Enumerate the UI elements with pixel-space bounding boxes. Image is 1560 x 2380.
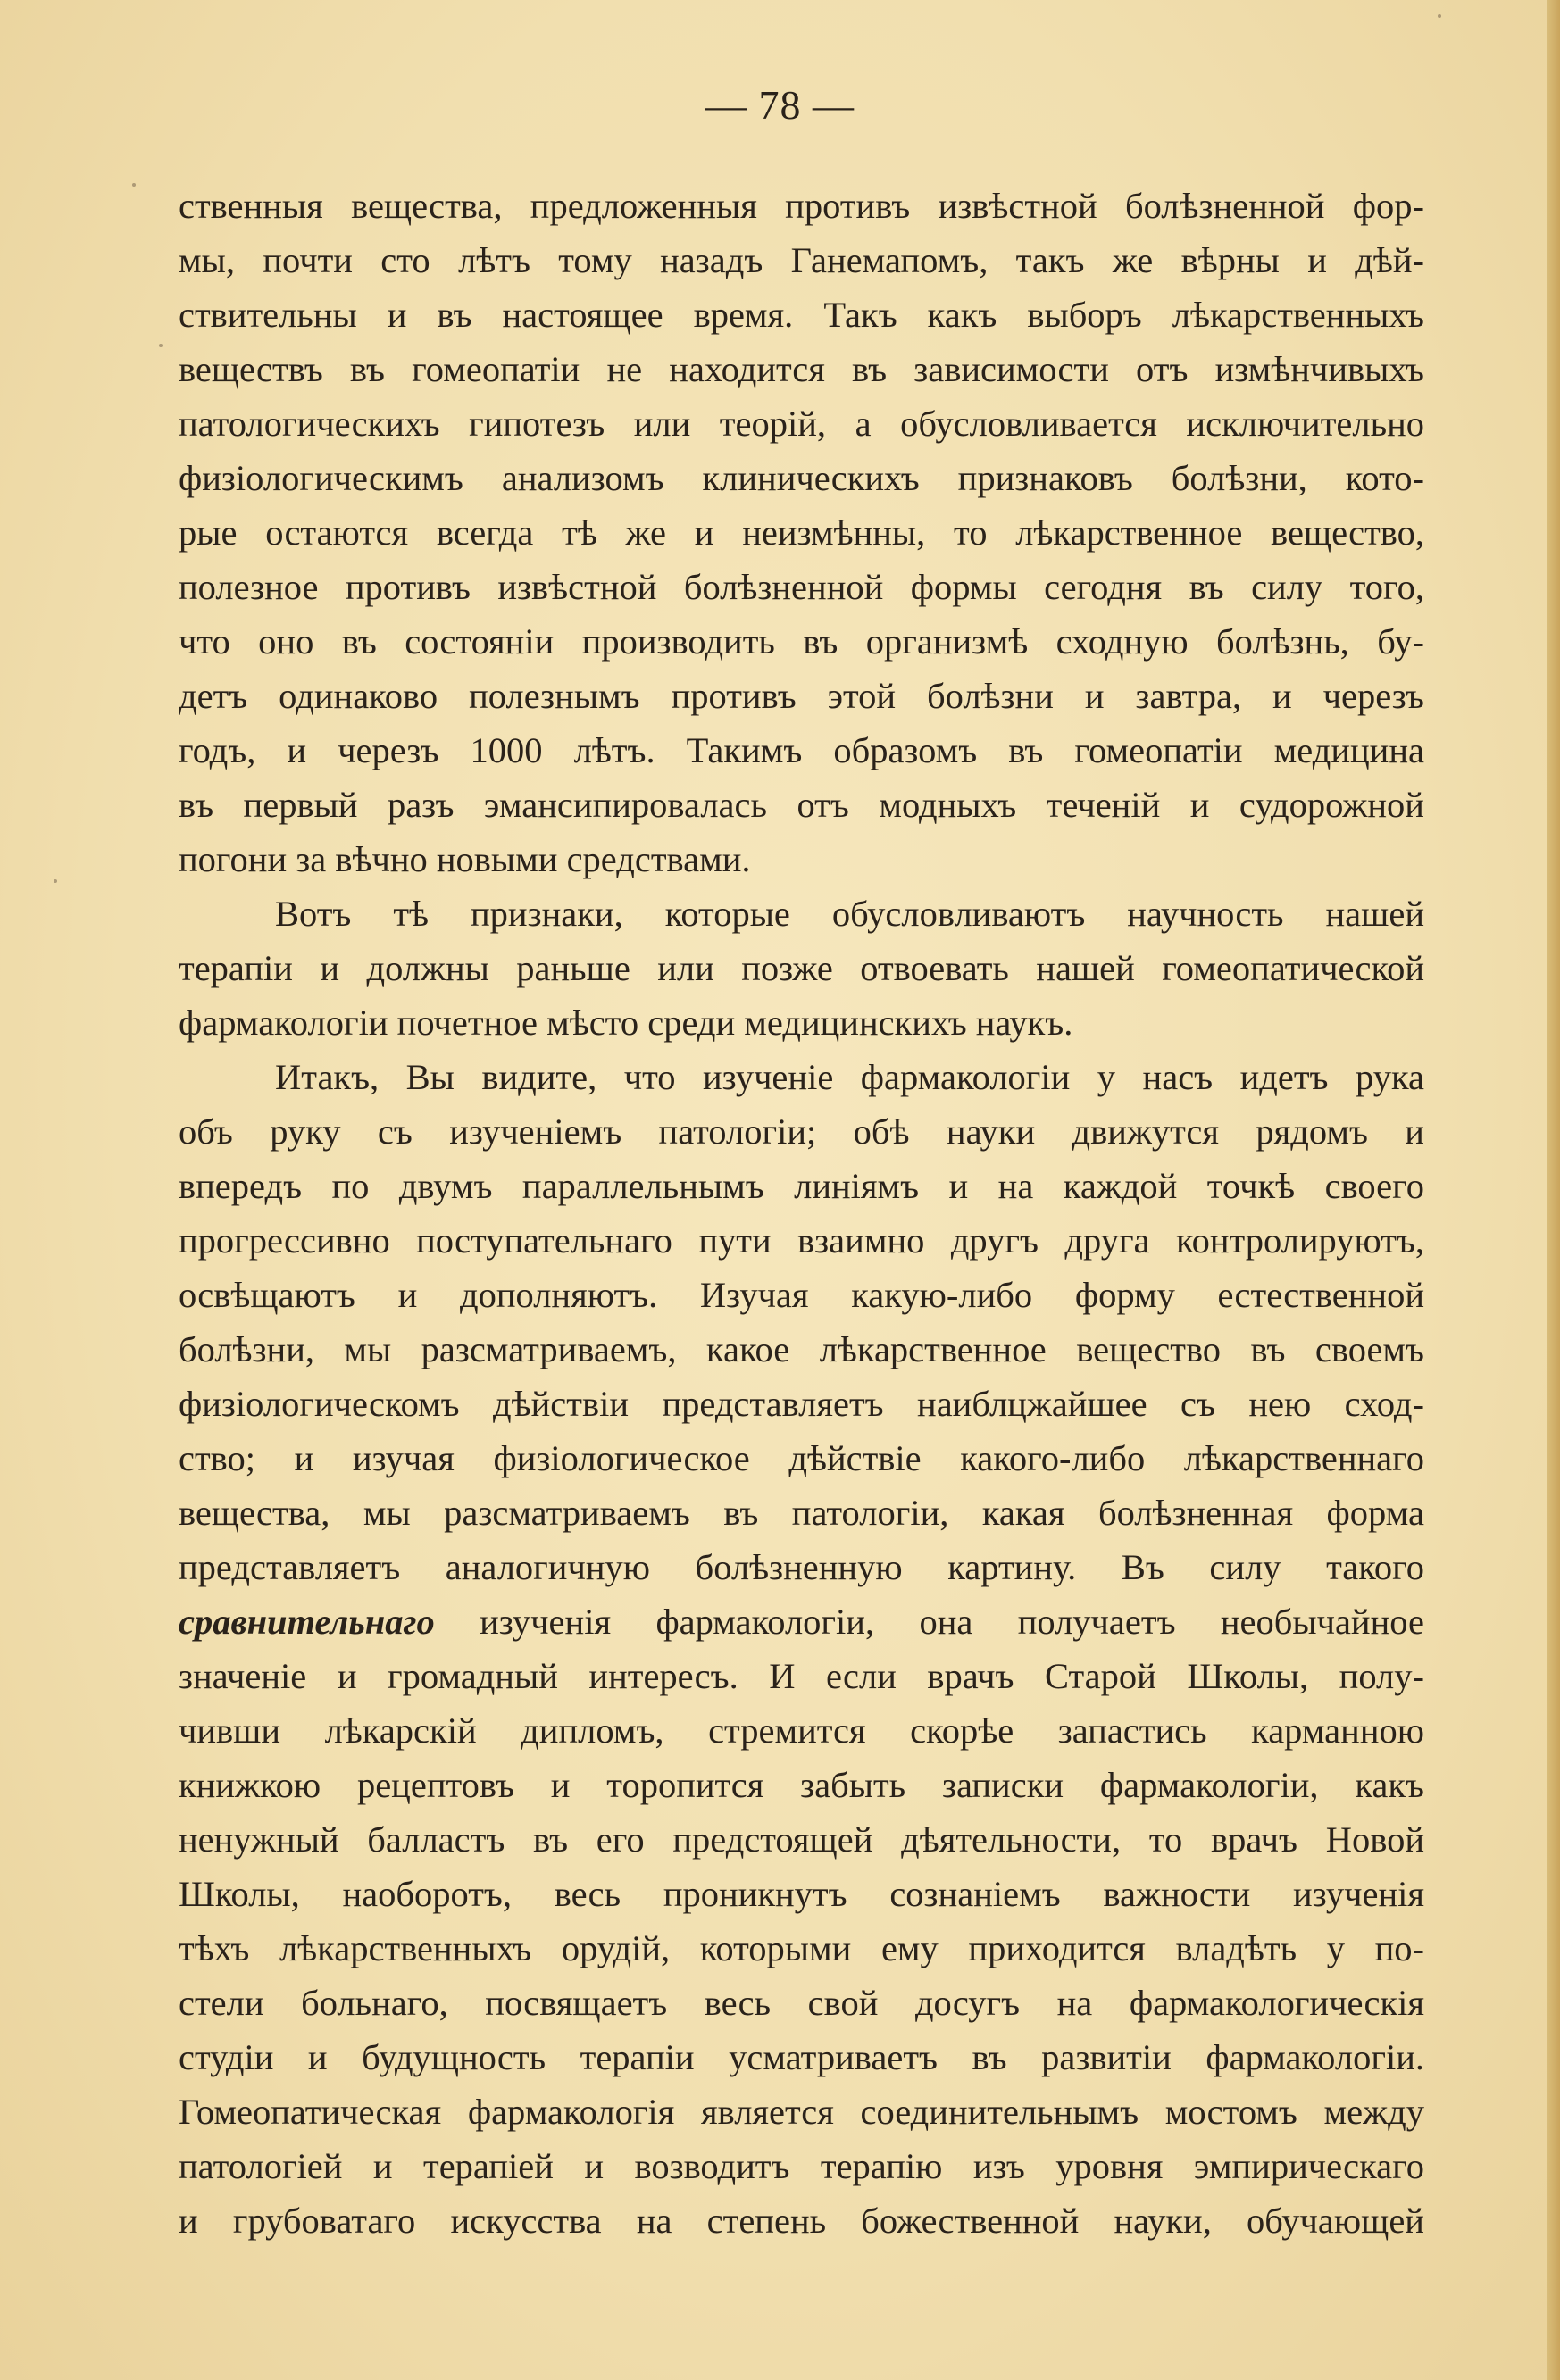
text-line: вещества, мы разсматриваемъ въ патологіи, какая болѣзненная форма	[179, 1493, 1424, 1533]
text-line: представляетъ аналогичную болѣзненную картину. Въ силу такого	[179, 1547, 1424, 1587]
text-line: прогрессивно поступательнаго пути взаимно другъ друга контролируютъ,	[179, 1220, 1424, 1261]
text-line	[179, 1594, 1424, 1649]
paper-speck	[132, 183, 136, 187]
text-line: освѣщаютъ и дополняютъ. Изучая какую-либо форму естественной	[179, 1275, 1424, 1315]
text-line: тѣхъ лѣкарственныхъ орудій, которыми ему приходится владѣть у по-	[179, 1928, 1424, 1968]
text-line: ство; и изучая физіологическое дѣйствіе какого-либо лѣкарственнаго	[179, 1438, 1424, 1478]
text-line: и грубоватаго искусства на степень божественной науки, обучающей	[179, 2201, 1424, 2241]
text-line: Итакъ, Вы видите, что изученіе фармакологіи у насъ идетъ рука	[275, 1057, 1424, 1097]
text-line: погони за вѣчно новыми средствами.	[179, 839, 751, 879]
text-line: ственныя вещества, предложенныя противъ извѣстной болѣзненной фор-	[179, 186, 1424, 226]
text-line: Школы, наоборотъ, весь проникнутъ сознаніемъ важности изученія	[179, 1874, 1424, 1914]
paper-speck	[159, 344, 163, 347]
text-line: веществъ въ гомеопатіи не находится въ зависимости отъ измѣнчивыхъ	[179, 349, 1424, 389]
text-line: Вотъ тѣ признаки, которые обусловливаютъ научность нашей	[275, 894, 1424, 934]
text-line: стели больнаго, посвящаетъ весь свой досугъ на фармакологическія	[179, 1983, 1424, 2023]
paper-speck	[54, 879, 57, 883]
text-line: физіологическомъ дѣйствіи представляетъ наиблцжайшее съ нею сход-	[179, 1384, 1424, 1424]
text-line: въ первый разъ эмансипировалась отъ модныхъ теченій и судорожной	[179, 785, 1424, 825]
text-line: полезное противъ извѣстной болѣзненной формы сегодня въ силу того,	[179, 567, 1424, 607]
text-line: студіи и будущность терапіи усматриваетъ въ развитіи фармакологіи.	[179, 2037, 1424, 2077]
text-line: значеніе и громадный интересъ. И если врачъ Старой Школы, полу-	[179, 1656, 1424, 1696]
text-line: годъ, и черезъ 1000 лѣтъ. Такимъ образомъ въ гомеопатіи медицина	[179, 730, 1424, 770]
text-line: патологіей и терапіей и возводитъ терапію изъ уровня эмпирическаго	[179, 2146, 1424, 2186]
text-line: болѣзни, мы разсматриваемъ, какое лѣкарственное вещество въ своемъ	[179, 1329, 1424, 1369]
text-line: чивши лѣкарскій дипломъ, стремится скорѣе запастись карманною	[179, 1710, 1424, 1751]
text-line: детъ одинаково полезнымъ противъ этой болѣзни и завтра, и черезъ	[179, 676, 1424, 716]
emphasized-word: сравнительнаго	[179, 1602, 435, 1642]
text-line: что оно въ состояніи производить въ организмѣ сходную болѣзнь, бу-	[179, 621, 1424, 662]
text-line: объ руку съ изученіемъ патологіи; обѣ науки движутся рядомъ и	[179, 1111, 1424, 1152]
text-line: Гомеопатическая фармакологія является соединительнымъ мостомъ между	[179, 2092, 1424, 2132]
text-line: физіологическимъ анализомъ клиническихъ признаковъ болѣзни, кото-	[179, 458, 1424, 498]
paper-speck	[1438, 14, 1441, 18]
text-line: рые остаются всегда тѣ же и неизмѣнны, то лѣкарственное вещество,	[179, 512, 1424, 553]
text-line: мы, почти сто лѣтъ тому назадъ Ганемапомъ, такъ же вѣрны и дѣй-	[179, 240, 1424, 280]
body-text	[179, 179, 1424, 2248]
page-number: — 78 —	[705, 82, 855, 128]
page-edge	[1547, 0, 1560, 2380]
text-line: ствительны и въ настоящее время. Такъ какъ выборъ лѣкарственныхъ	[179, 295, 1424, 335]
text-line: терапіи и должны раньше или позже отвоевать нашей гомеопатической	[179, 948, 1424, 988]
text-line: фармакологіи почетное мѣсто среди медицинскихъ наукъ.	[179, 1003, 1073, 1043]
text-line: ненужный балластъ въ его предстоящей дѣятельности, то врачъ Новой	[179, 1819, 1424, 1860]
text-line: книжкою рецептовъ и торопится забыть записки фармакологіи, какъ	[179, 1765, 1424, 1805]
text-line: патологическихъ гипотезъ или теорій, а обусловливается исключительно	[179, 404, 1424, 444]
text-line: впередъ по двумъ параллельнымъ линіямъ и на каждой точкѣ своего	[179, 1166, 1424, 1206]
text-segment: изученія фармакологіи, она получаетъ необычайное	[434, 1602, 1424, 1642]
